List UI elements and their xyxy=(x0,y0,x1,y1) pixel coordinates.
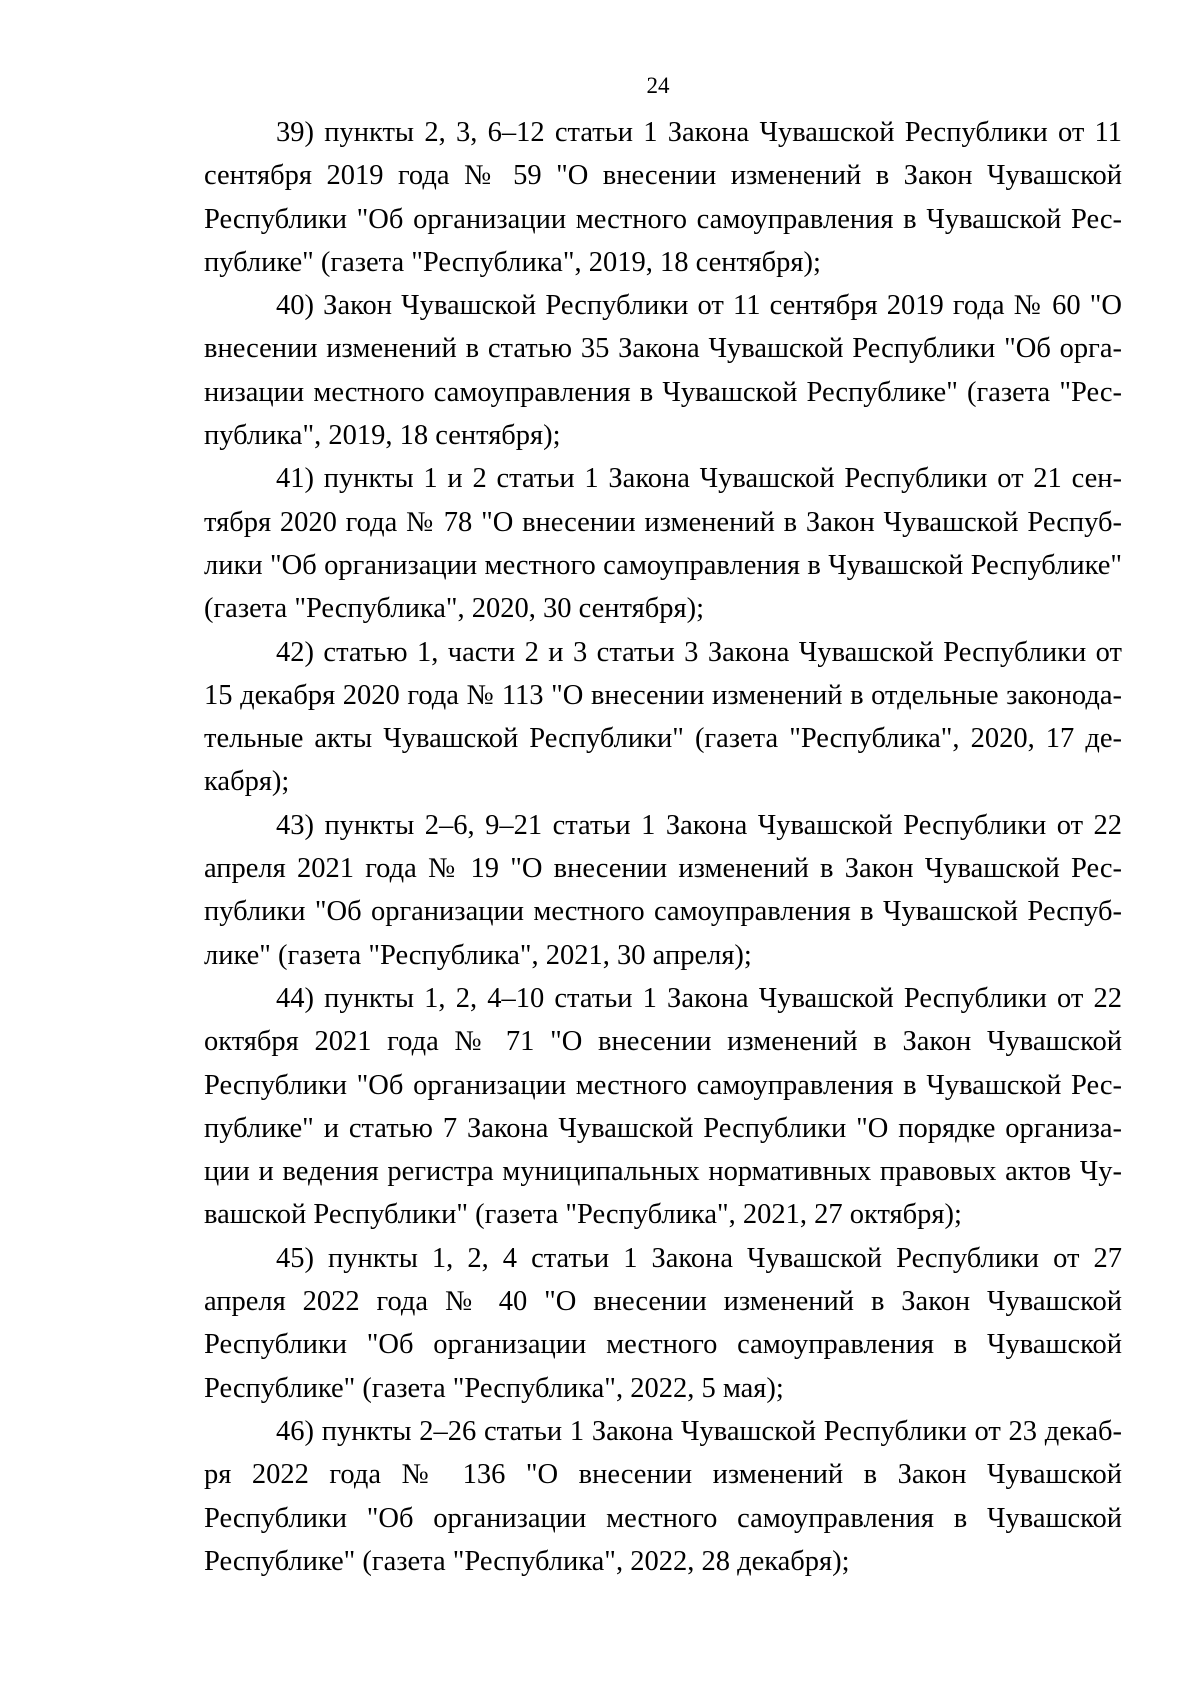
list-item-43: 43) пункты 2–6, 9–21 статьи 1 Закона Чувашской Республики от 22 апреля 2021 года № 19 "О внесении изменений в Закон Чувашской Республики "Об организации местного самоуправления в Чувашской Республике" (газета "Республика", 2021, 30 апреля); xyxy=(204,809,1122,971)
list-item-39: 39) пункты 2, 3, 6–12 статьи 1 Закона Чувашской Республики от 11 сентября 2019 года № 59 "О внесении изменений в Закон Чувашской Республики "Об организации местного самоуправления в Чувашской Республике" (газета "Республика", 2019, 18 сентября); xyxy=(204,117,1122,278)
page-number: 24 xyxy=(646,73,670,98)
list-item-46: 46) пункты 2–26 статьи 1 Закона Чувашской Республики от 23 декабря 2022 года № 136 "О внесении изменений в Закон Чувашской Республики "Об организации местного самоуправления в Чувашской Республике" (газета "Республика", 2022, 28 декабря); xyxy=(204,1415,1122,1577)
list-item-42: 42) статью 1, части 2 и 3 статьи 3 Закона Чувашской Республики от 15 декабря 2020 года № 113 "О внесении изменений в отдельные законодательные акты Чувашской Республики" (газета "Республика", 2020, 17 декабря); xyxy=(204,636,1122,798)
document-body xyxy=(204,111,1122,1583)
list-item-40: 40) Закон Чувашской Республики от 11 сентября 2019 года № 60 "О внесении изменений в статью 35 Закона Чувашской Республики "Об организации местного самоуправления в Чувашской Республике" (газета "Республика", 2019, 18 сентября); xyxy=(204,290,1122,452)
list-item-44: 44) пункты 1, 2, 4–10 статьи 1 Закона Чувашской Республики от 22 октября 2021 года № 71 "О внесении изменений в Закон Чувашской Республики "Об организации местного самоуправления в Чувашской Республике" и статью 7 Закона Чувашской Республики "О порядке организации и ведения регистра муниципальных нормативных правовых актов Чувашской Республики" (газета "Республика", 2021, 27 октября); xyxy=(204,982,1122,1231)
list-item-41: 41) пункты 1 и 2 статьи 1 Закона Чувашской Республики от 21 сентября 2020 года № 78 "О внесении изменений в Закон Чувашской Республики "Об организации местного самоуправления в Чувашской Республике" (газета "Республика", 2020, 30 сентября); xyxy=(204,463,1122,625)
list-item-45: 45) пункты 1, 2, 4 статьи 1 Закона Чувашской Республики от 27 апреля 2022 года № 40 "О внесении изменений в Закон Чувашской Республики "Об организации местного самоуправления в Чувашской Республике" (газета "Республика", 2022, 5 мая); xyxy=(204,1242,1122,1404)
